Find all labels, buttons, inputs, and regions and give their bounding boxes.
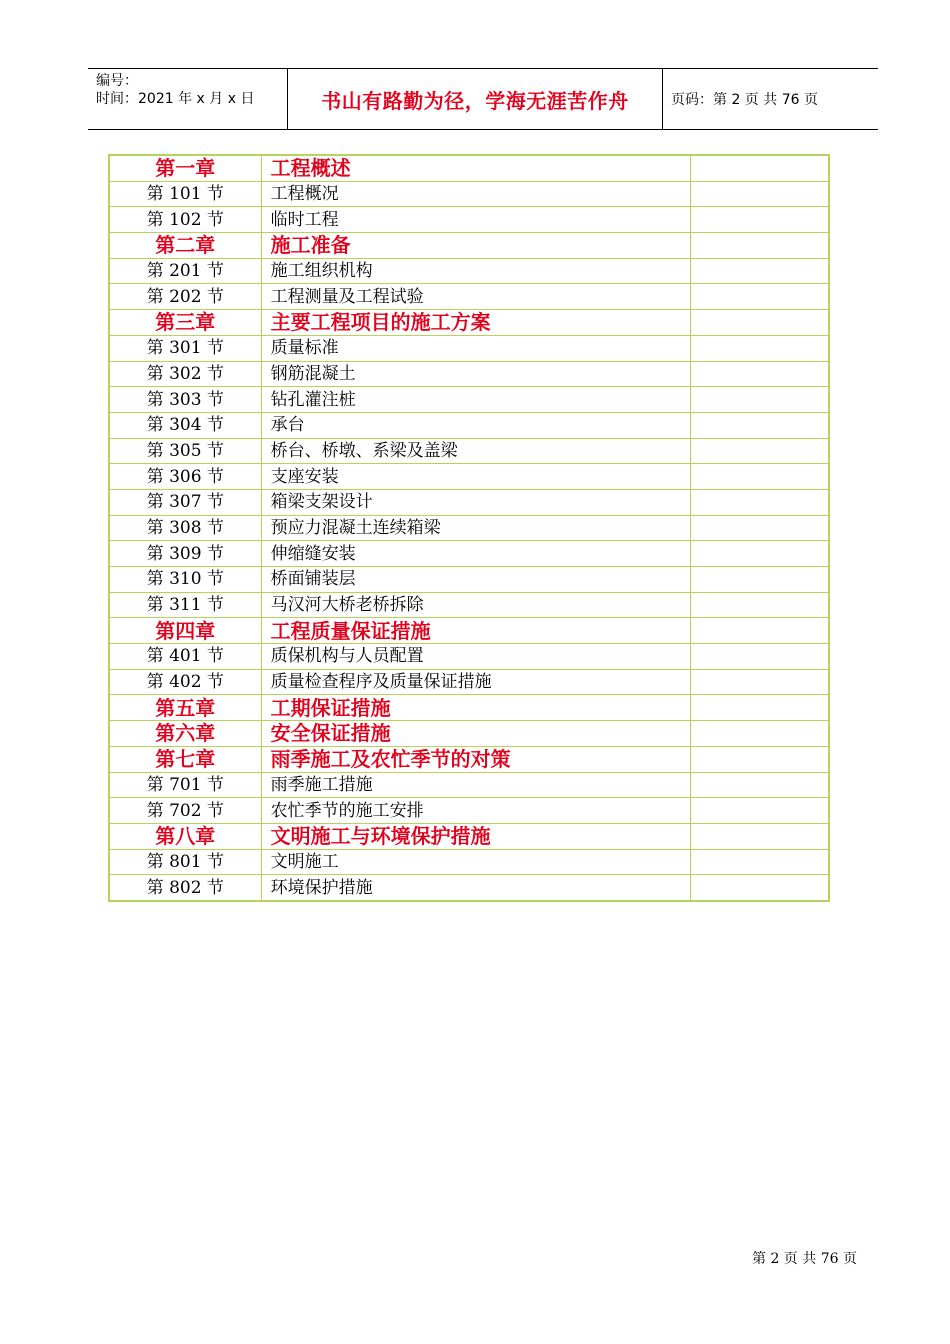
toc-chapter-row	[109, 310, 829, 336]
toc-chapter-row	[109, 746, 829, 772]
section-title: 临时工程	[261, 207, 690, 233]
toc-section-row	[109, 181, 829, 207]
document-number-label: 编号：	[96, 73, 138, 89]
section-number: 第 102 节	[109, 207, 261, 233]
toc-section-row	[109, 387, 829, 413]
chapter-title: 安全保证措施	[261, 721, 690, 747]
section-number: 第 801 节	[109, 849, 261, 875]
chapter-number: 第五章	[109, 695, 261, 721]
document-time: 时间：2021 年 x 月 x 日	[96, 91, 255, 107]
page-number-cell	[690, 695, 829, 721]
toc-section-row	[109, 207, 829, 233]
page-number-cell	[690, 875, 829, 901]
toc-section-row	[109, 335, 829, 361]
section-title: 文明施工	[261, 849, 690, 875]
section-number: 第 309 节	[109, 541, 261, 567]
toc-section-row	[109, 592, 829, 618]
page-number-cell	[690, 541, 829, 567]
toc-chapter-row	[109, 618, 829, 644]
section-title: 马汉河大桥老桥拆除	[261, 592, 690, 618]
section-title: 质保机构与人员配置	[261, 644, 690, 670]
table-of-contents	[108, 154, 830, 902]
toc-section-row	[109, 669, 829, 695]
section-number: 第 201 节	[109, 258, 261, 284]
toc-section-row	[109, 849, 829, 875]
page-number-cell	[690, 823, 829, 849]
section-title: 施工组织机构	[261, 258, 690, 284]
toc-chapter-row	[109, 695, 829, 721]
section-number: 第 302 节	[109, 361, 261, 387]
toc-section-row	[109, 644, 829, 670]
page-number-cell	[690, 361, 829, 387]
page-number-cell	[690, 335, 829, 361]
page-number-cell	[690, 181, 829, 207]
toc-section-row	[109, 772, 829, 798]
page-footer: 第 2 页 共 76 页	[752, 1251, 857, 1267]
header-motto: 书山有路勤为径，学海无涯苦作舟	[288, 69, 663, 129]
section-number: 第 802 节	[109, 875, 261, 901]
chapter-title: 雨季施工及农忙季节的对策	[261, 746, 690, 772]
page-number-cell	[690, 644, 829, 670]
toc-section-row	[109, 567, 829, 593]
page-number-cell	[690, 489, 829, 515]
page-number-cell	[690, 567, 829, 593]
section-number: 第 304 节	[109, 412, 261, 438]
toc-section-row	[109, 412, 829, 438]
section-number: 第 301 节	[109, 335, 261, 361]
section-number: 第 401 节	[109, 644, 261, 670]
section-title: 工程概况	[261, 181, 690, 207]
page-number-cell	[690, 515, 829, 541]
chapter-title: 文明施工与环境保护措施	[261, 823, 690, 849]
section-title: 承台	[261, 412, 690, 438]
toc-section-row	[109, 875, 829, 901]
section-title: 预应力混凝土连续箱梁	[261, 515, 690, 541]
section-number: 第 305 节	[109, 438, 261, 464]
page-number-cell	[690, 618, 829, 644]
section-number: 第 101 节	[109, 181, 261, 207]
section-number: 第 310 节	[109, 567, 261, 593]
section-title: 箱梁支架设计	[261, 489, 690, 515]
section-title: 雨季施工措施	[261, 772, 690, 798]
page-number-cell	[690, 746, 829, 772]
chapter-title: 工程质量保证措施	[261, 618, 690, 644]
page-number-cell	[690, 207, 829, 233]
section-title: 伸缩缝安装	[261, 541, 690, 567]
section-title: 桥面铺装层	[261, 567, 690, 593]
page-number-cell	[690, 772, 829, 798]
toc-section-row	[109, 258, 829, 284]
toc-section-row	[109, 541, 829, 567]
section-number: 第 202 节	[109, 284, 261, 310]
page-number-cell	[690, 310, 829, 336]
chapter-title: 工程概述	[261, 155, 690, 181]
section-title: 工程测量及工程试验	[261, 284, 690, 310]
page-number-cell	[690, 233, 829, 259]
section-number: 第 702 节	[109, 798, 261, 824]
section-title: 环境保护措施	[261, 875, 690, 901]
page-number-cell	[690, 155, 829, 181]
toc-chapter-row	[109, 155, 829, 181]
toc-section-row	[109, 361, 829, 387]
section-number: 第 303 节	[109, 387, 261, 413]
page-number-cell	[690, 464, 829, 490]
section-title: 质量检查程序及质量保证措施	[261, 669, 690, 695]
page-number-cell	[690, 849, 829, 875]
page-number-cell	[690, 387, 829, 413]
section-number: 第 306 节	[109, 464, 261, 490]
page-number-cell	[690, 438, 829, 464]
page-number-cell	[690, 721, 829, 747]
page-header	[88, 68, 878, 130]
section-title: 支座安装	[261, 464, 690, 490]
toc-section-row	[109, 515, 829, 541]
toc-chapter-row	[109, 233, 829, 259]
section-number: 第 311 节	[109, 592, 261, 618]
header-meta	[88, 69, 288, 129]
section-number: 第 307 节	[109, 489, 261, 515]
header-page-info: 页码：第 2 页 共 76 页	[671, 92, 818, 108]
page-number-cell	[690, 284, 829, 310]
section-title: 质量标准	[261, 335, 690, 361]
page-number-cell	[690, 798, 829, 824]
toc-section-row	[109, 798, 829, 824]
toc-section-row	[109, 284, 829, 310]
chapter-number: 第二章	[109, 233, 261, 259]
section-title: 钻孔灌注桩	[261, 387, 690, 413]
chapter-number: 第八章	[109, 823, 261, 849]
section-number: 第 701 节	[109, 772, 261, 798]
section-title: 农忙季节的施工安排	[261, 798, 690, 824]
section-number: 第 402 节	[109, 669, 261, 695]
page-number-cell	[690, 669, 829, 695]
page-number-cell	[690, 592, 829, 618]
section-title: 桥台、桥墩、系梁及盖梁	[261, 438, 690, 464]
chapter-number: 第四章	[109, 618, 261, 644]
toc-body	[109, 155, 829, 901]
chapter-number: 第六章	[109, 721, 261, 747]
toc-section-row	[109, 464, 829, 490]
toc-section-row	[109, 489, 829, 515]
section-title: 钢筋混凝土	[261, 361, 690, 387]
toc-chapter-row	[109, 721, 829, 747]
section-number: 第 308 节	[109, 515, 261, 541]
chapter-number: 第一章	[109, 155, 261, 181]
chapter-title: 施工准备	[261, 233, 690, 259]
chapter-title: 工期保证措施	[261, 695, 690, 721]
page-number-cell	[690, 412, 829, 438]
chapter-title: 主要工程项目的施工方案	[261, 310, 690, 336]
toc-section-row	[109, 438, 829, 464]
page-number-cell	[690, 258, 829, 284]
chapter-number: 第七章	[109, 746, 261, 772]
chapter-number: 第三章	[109, 310, 261, 336]
toc-chapter-row	[109, 823, 829, 849]
